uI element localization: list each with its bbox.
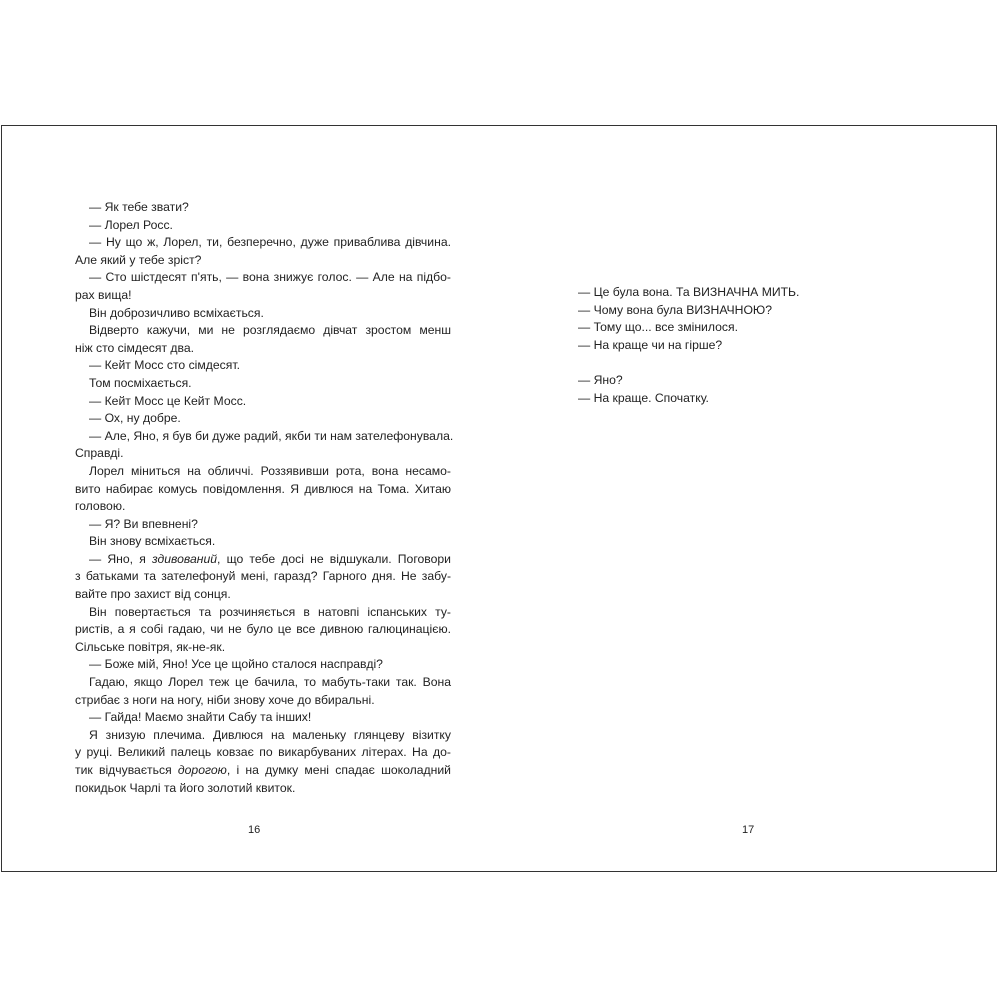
- book-spread: [1, 125, 997, 872]
- text-line: Він знову всміхається.: [89, 534, 216, 549]
- text-line: — Кейт Мосс сто сімдесят.: [89, 358, 240, 373]
- text-line: — Як тебе звати?: [89, 200, 189, 214]
- text-line: — Сто шістдесят п'ять, — вона знижує голос. — Але на підбо-: [89, 270, 451, 285]
- text-line: ристів, а я собі гадаю, чи не було це все дивною галюцинацією.: [75, 622, 451, 637]
- text-line: — Але, Яно, я був би дуже радий, якби ти нам зателефонувала.: [89, 428, 454, 443]
- text-line: — Кейт Мосс це Кейт Мосс.: [89, 393, 247, 408]
- page-number-right: 17: [742, 824, 755, 836]
- text-line: Лорел міниться на обличчі. Роззявивши рота, вона несамо-: [89, 463, 451, 478]
- text-line: вито набирає комусь повідомлення. Я дивлюся на Тома. Хитаю: [75, 481, 451, 496]
- text-line: — Це була вона. Та ВИЗНАЧНА МИТЬ.: [578, 285, 800, 299]
- text-line: покидьок Чарлі та його золотий квиток.: [75, 780, 296, 795]
- text-line: — На краще чи на гірше?: [578, 337, 723, 352]
- left-page-text: [75, 199, 454, 797]
- text-line: вайте про захист від сонця.: [75, 587, 231, 602]
- text-line: — Гайда! Маємо знайти Сабу та інших!: [89, 710, 312, 725]
- text-line: — На краще. Спочатку.: [578, 390, 709, 405]
- text-line: головою.: [75, 499, 126, 514]
- blank-line: [578, 354, 954, 372]
- text-line: Гадаю, якщо Лорел теж це бачила, то мабуть-таки так. Вона: [89, 675, 451, 690]
- text-line: тик відчувається дорогою, і на думку мені спадає шоколадний: [75, 763, 451, 777]
- text-line: рах вища!: [75, 287, 132, 302]
- text-line: з батьками та зателефонуй мені, гаразд? Гарного дня. Не забу-: [75, 569, 451, 584]
- text-line: — Ох, ну добре.: [89, 411, 181, 426]
- text-line: стрибає з ноги на ногу, ніби знову хоче до вбиральні.: [75, 692, 375, 707]
- text-line: — Яно?: [578, 372, 623, 387]
- right-page: [500, 126, 998, 871]
- text-line: — Яно, я здивований, що тебе досі не відшукали. Поговори: [89, 551, 451, 566]
- text-line: ніж сто сімдесят два.: [75, 340, 195, 355]
- text-line: — Лорел Росс.: [89, 217, 173, 232]
- text-line: Він доброзичливо всміхається.: [89, 305, 264, 320]
- text-line: Відверто кажучи, ми не розглядаємо дівчат зростом менш: [89, 323, 451, 338]
- right-page-text: [578, 284, 954, 407]
- text-line: Але який у тебе зріст?: [75, 252, 202, 267]
- text-line: Справді.: [75, 446, 124, 461]
- text-line: Я знизую плечима. Дивлюся на маленьку глянцеву візитку: [89, 727, 451, 742]
- text-line: Він повертається та розчиняється в натовпі іспанських ту-: [89, 604, 451, 619]
- text-line: Том посміхається.: [89, 375, 192, 390]
- text-line: у руці. Великий палець ковзає по викарбуваних літерах. На до-: [75, 745, 451, 760]
- text-line: — Боже мій, Яно! Усе це щойно сталося насправді?: [89, 657, 383, 672]
- text-line: Сільське повітря, як-не-як.: [75, 639, 226, 654]
- left-page: [2, 126, 500, 871]
- text-line: — Чому вона була ВИЗНАЧНОЮ?: [578, 302, 773, 317]
- page-number-left: 16: [248, 824, 261, 836]
- text-line: — Тому що... все змінилося.: [578, 320, 738, 335]
- text-line: — Я? Ви впевнені?: [89, 516, 198, 531]
- text-line: — Ну що ж, Лорел, ти, безперечно, дуже приваблива дівчина.: [89, 235, 451, 250]
